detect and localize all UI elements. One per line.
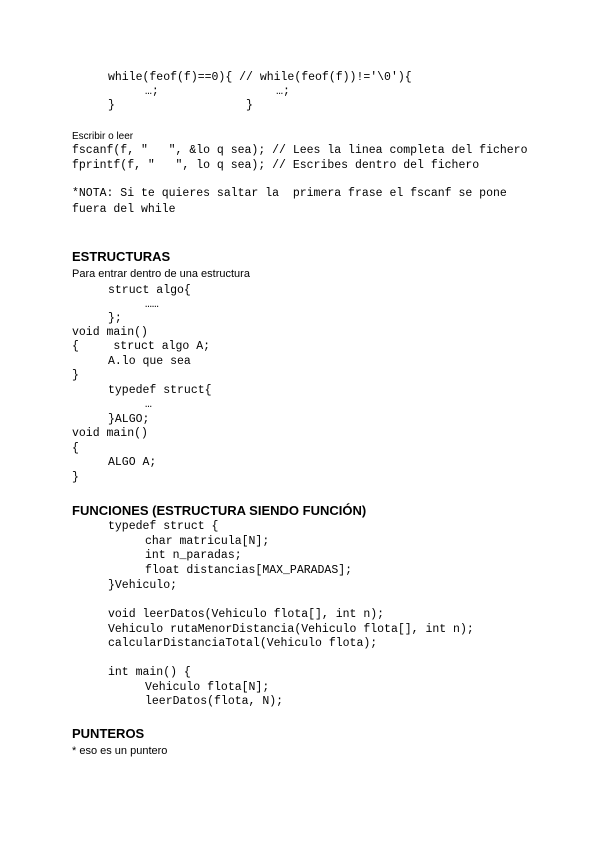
code-line: }ALGO; bbox=[108, 413, 150, 426]
code-line: } bbox=[72, 369, 79, 382]
code-line: struct algo{ bbox=[108, 284, 191, 297]
code-line-fprintf: fprintf(f, " ", lo q sea); // Escribes dentro del fichero bbox=[72, 159, 480, 172]
code-line: { bbox=[72, 442, 79, 455]
read-write-label: Escribir o leer bbox=[72, 131, 134, 142]
code-line: … bbox=[145, 398, 152, 411]
section-heading-funciones: FUNCIONES (ESTRUCTURA SIENDO FUNCIÓN) bbox=[72, 503, 367, 518]
code-line: typedef struct{ bbox=[108, 384, 212, 397]
section-heading-punteros: PUNTEROS bbox=[72, 726, 145, 741]
section-heading-estructuras: ESTRUCTURAS bbox=[72, 249, 171, 264]
code-line: } bbox=[72, 471, 79, 484]
code-line: calcularDistanciaTotal(Vehiculo flota); bbox=[108, 637, 378, 650]
code-line: float distancias[MAX_PARADAS]; bbox=[145, 564, 353, 577]
code-line: int n_paradas; bbox=[145, 549, 242, 562]
code-line: void leerDatos(Vehiculo flota[], int n); bbox=[108, 608, 385, 621]
code-line: { struct algo A; bbox=[72, 340, 211, 353]
code-line-close-braces: } } bbox=[108, 99, 253, 112]
punteros-intro: * eso es un puntero bbox=[72, 745, 168, 757]
code-line: Vehiculo rutaMenorDistancia(Vehiculo flota[], int n); bbox=[108, 623, 474, 636]
code-line: typedef struct { bbox=[108, 520, 219, 533]
code-line: A.lo que sea bbox=[108, 355, 191, 368]
code-line: char matricula[N]; bbox=[145, 535, 270, 548]
code-line: int main() { bbox=[108, 666, 191, 679]
code-line: leerDatos(flota, N); bbox=[145, 695, 284, 708]
code-line: Vehiculo flota[N]; bbox=[145, 681, 270, 694]
code-line: void main() bbox=[72, 427, 148, 440]
code-line: }; bbox=[108, 312, 122, 325]
code-line-ellipsis: …; …; bbox=[145, 85, 290, 98]
code-line: ALGO A; bbox=[108, 456, 157, 469]
code-line-fscanf: fscanf(f, " ", &lo q sea); // Lees la linea completa del fichero bbox=[72, 144, 528, 157]
nota-line-1: *NOTA: Si te quieres saltar la primera frase el fscanf se pone bbox=[72, 187, 507, 200]
estructuras-intro: Para entrar dentro de una estructura bbox=[72, 268, 250, 280]
code-line: void main() bbox=[72, 326, 148, 339]
code-line: …… bbox=[145, 298, 159, 311]
nota-line-2: fuera del while bbox=[72, 203, 176, 216]
code-line: }Vehiculo; bbox=[108, 579, 178, 592]
code-line-while: while(feof(f)==0){ // while(feof(f))!='\0'){ bbox=[108, 71, 412, 84]
